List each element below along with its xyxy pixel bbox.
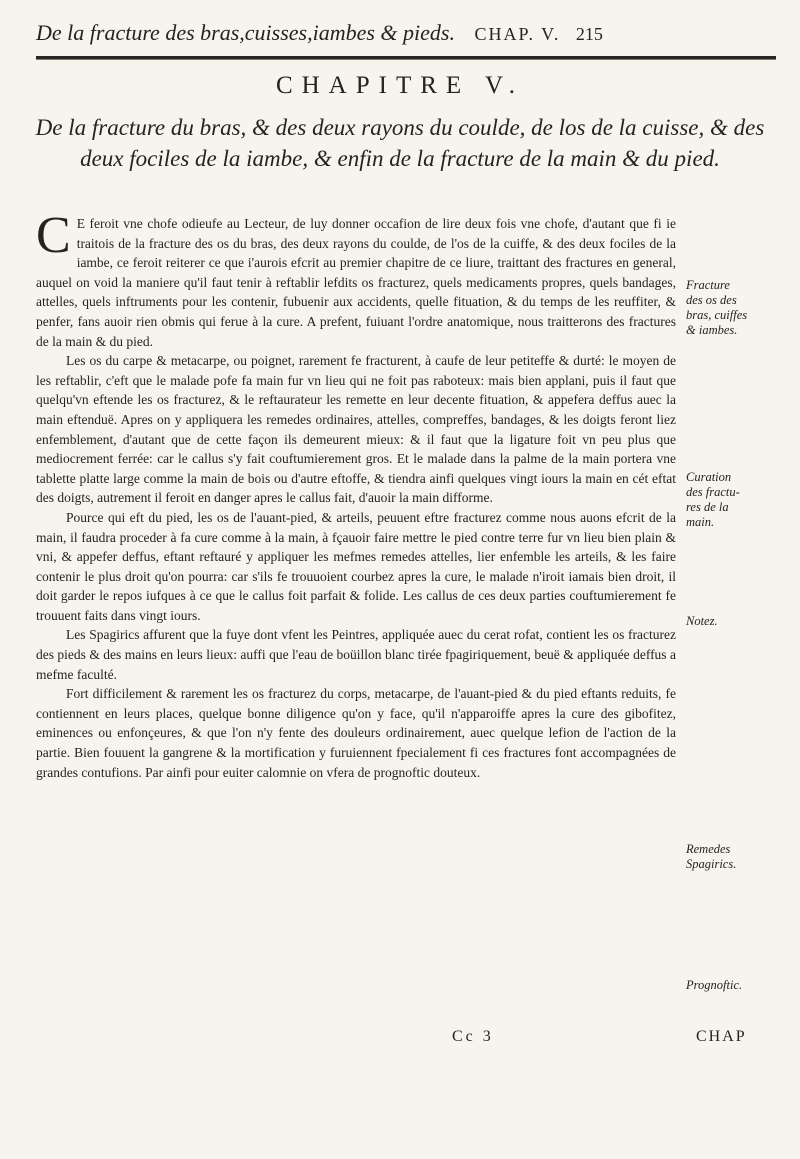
margin-note-line: Fracture bbox=[686, 278, 730, 292]
paragraph-1 bbox=[36, 207, 676, 351]
margin-note-line: Spagirics. bbox=[686, 857, 737, 871]
catchword: CHAP bbox=[696, 1028, 747, 1045]
paragraph-2: Les os du carpe & metacarpe, ou poignet, rarement fe fracturent, à caufe de leur petiteffe & durté: le moyen de les reftablir, c'eft que le malade pofe fa main fur vn lieu qui ne foit pas raboteux: mais bien applani, puis il faut que quelqu'vn eftende les os fracturez, & le reftaurateur les remette en leur decente fituation, & appefera deffus auec la main eftenduë. Apres on y appliquera les remedes ordinaires, attelles, compreffes, bandages, & les doigts feront liez enfemblement, d'autant que de cette façon ils demeurent mieux: & il faut que la ligature foit vn peu plus que mediocrement ferrée: car le callus s'y fait couftumierement gros. Et le malade dans la palme de la main portera vne tablette platte large comme la main de bois ou d'autre eftoffe, & tiendra ainfi quelques vingt iours la main en cét eftat des doigts, autrement il feroit en danger apres le callus fait, d'auoir la main difforme. bbox=[36, 353, 676, 506]
margin-note-line: Remedes bbox=[686, 842, 731, 856]
signature-mark: Cc 3 bbox=[452, 1028, 494, 1045]
paragraph-4: Les Spagirics affurent que la fuye dont vfent les Peintres, appliquée auec du cerat rofat, contient les os fracturez des pieds & des mains en leurs lieux: auffi que l'eau de boüillon blanc tirée fpagiriquement, beuë & appliquée deffus a mefme faculté. bbox=[36, 627, 676, 682]
margin-note-line: Notez. bbox=[686, 614, 718, 628]
paragraph-3: Pource qui eft du pied, les os de l'auant-pied, & arteils, peuuent eftre fracturez comme nous auons efcrit de la main, il faudra proceder à fa cure comme à la main, à fçauoir faire mettre le pied contre terre fur vn lieu bien plain & vni, & appefer deffus, eftant reftauré y appliquer les mefmes remedes attelles, lier enfemble les arteils, & les faire contenir le plus droit qu'on pourra: car s'ils fe trouuoient courbez apres la cure, le malade n'iroit iamais bien droit, il doit garder le repos iufques à ce que le callus foit parfait & folide. Les callus de ces deux parties couftumierement fe trouuent faits dans vingt iours. bbox=[36, 509, 676, 623]
margin-note-notez bbox=[686, 614, 794, 629]
running-head-chapter: CHAP. V. bbox=[474, 24, 561, 44]
margin-note-curation bbox=[686, 470, 794, 530]
paragraph-5: Fort difficilement & rarement les os fracturez du corps, metacarpe, de l'auant-pied & du pied eftants reduits, fe contiennent en leurs places, quelque bonne diligence qu'on y face, qu'il n'apparoiffe apres la cure des gibofitez, eminences ou enfonçeures, & que l'on n'y fente des douleurs ordinairement, auec quelque lefion de l'action de la partie. Bien fouuent la gangrene & la mortification y furuiennent fpecialement fi ces fractures font accompagnées de grandes contufions. Par ainfi pour euiter calomnie on vfera de prognoftic douteux. bbox=[36, 686, 676, 780]
margin-note-line: & iambes. bbox=[686, 323, 738, 337]
margin-note-fracture bbox=[686, 278, 794, 338]
margin-note-line: bras, cuiffes bbox=[686, 308, 748, 322]
page-footer bbox=[0, 1028, 800, 1052]
margin-note-line: des os des bbox=[686, 293, 737, 307]
body-text bbox=[36, 207, 676, 782]
drop-cap: C bbox=[36, 207, 71, 264]
margin-note-line: main. bbox=[686, 515, 715, 529]
running-head bbox=[36, 20, 760, 46]
margin-note-line: Curation bbox=[686, 470, 732, 484]
margin-note-line: Prognoftic. bbox=[686, 978, 743, 992]
margin-note-line: res de la bbox=[686, 500, 729, 514]
chapter-heading: CHAPITRE V. bbox=[275, 72, 525, 99]
margin-note-prognostic bbox=[686, 978, 794, 993]
page-number: 215 bbox=[575, 24, 603, 44]
header-rule bbox=[36, 56, 776, 60]
running-head-title: De la fracture des bras,cuisses,iambes & pieds. bbox=[36, 20, 455, 45]
chapter-title: De la fracture du bras, & des deux rayons du coulde, de los de la cuisse, & des deux fociles de la iambe, & enfin de la fracture de la main & du pied. bbox=[35, 115, 765, 171]
paragraph-1-text: E feroit vne chofe odieufe au Lecteur, de luy donner occafion de lire deux fois vne chofe, d'autant que fi ie traitois de la fracture des os du bras, des deux rayons du coulde, de l'os de la cuiffe, & des deux fociles de la iambe, ce feroit reiterer ce que i'aurois efcrit au premier chapitre de ce liure, traittant des fractures en general, auquel on void la maniere qu'il faut tenir à reftablir lefdits os fracturez, quels medicaments propres, quels bandages, attelles, quels inftruments pour les contenir, fubuenir aux accidents, quelle fituation, & du temps de les reuffiter, & penfer, fans auoir rien obmis qui ferue à la cure. A prefent, fuiuant l'ordre anatomique, nous traitterons des fractures de la main & du pied. bbox=[36, 216, 676, 349]
margin-note-line: des fractu- bbox=[686, 485, 740, 499]
margin-note-remedes bbox=[686, 842, 794, 872]
